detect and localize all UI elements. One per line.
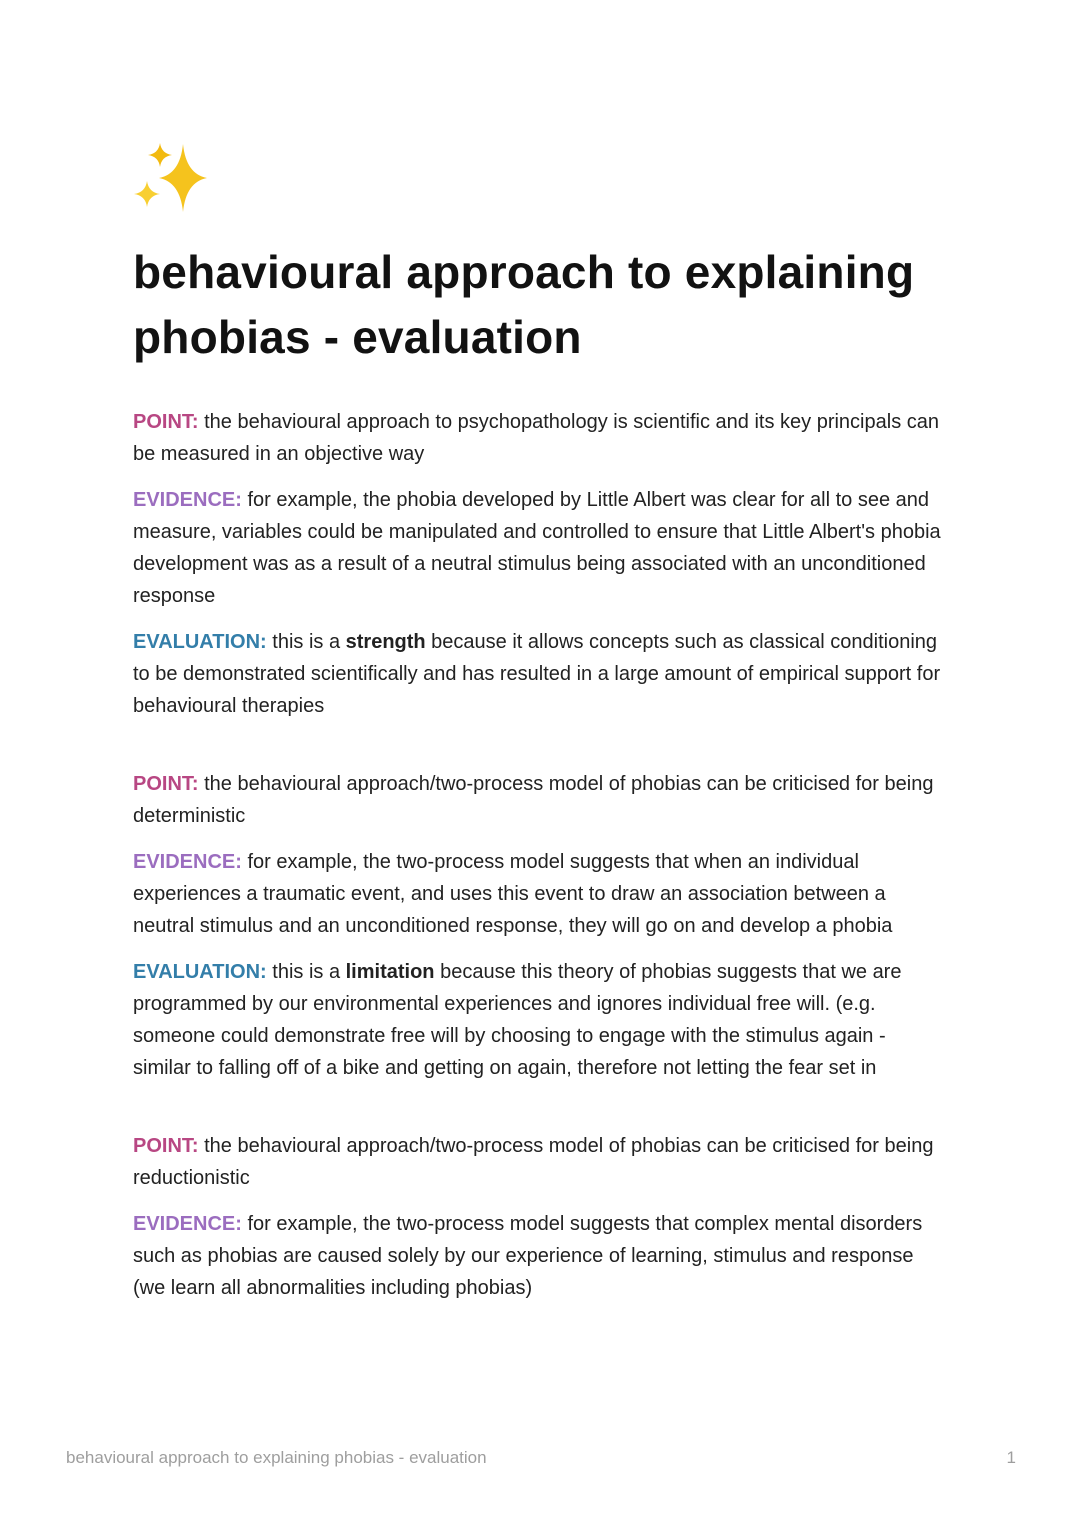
- point-label: POINT:: [133, 773, 199, 795]
- bold-keyword: limitation: [345, 961, 435, 983]
- page-emoji: [133, 140, 946, 218]
- paragraph-text: because this theory of phobias suggests that we are programmed by our environmental experiences and ignores individual free will. (e.g. someone could demonstrate free will by choosing to engage with the stimulus again - similar to falling off of a bike and getting on again, therefore not letting the fear set in: [133, 961, 902, 1079]
- evidence-paragraph: [133, 1208, 946, 1304]
- evaluation-paragraph: [133, 956, 946, 1084]
- sparkles-icon: [133, 140, 207, 214]
- paragraph-text: for example, the two-process model suggests that complex mental disorders such as phobias are caused solely by our experience of learning, stimulus and response (we learn all abnormalities including phobias): [133, 1213, 923, 1299]
- point-paragraph: [133, 406, 946, 470]
- page-footer: [66, 1448, 1016, 1468]
- section-scientific: [133, 406, 946, 722]
- paragraph-text: because it allows concepts such as classical conditioning to be demonstrated scientifically and has resulted in a large amount of empirical support for behavioural therapies: [133, 631, 941, 717]
- point-label: POINT:: [133, 411, 199, 433]
- paragraph-text: this is a: [266, 961, 346, 983]
- evaluation-paragraph: [133, 626, 946, 722]
- point-paragraph: [133, 1130, 946, 1194]
- paragraph-text: the behavioural approach/two-process model of phobias can be criticised for being deterministic: [133, 773, 934, 827]
- paragraph-text: for example, the phobia developed by Little Albert was clear for all to see and measure, variables could be manipulated and controlled to ensure that Little Albert's phobia development was as a result of a neutral stimulus being associated with an unconditioned response: [133, 489, 941, 607]
- section-reductionistic: [133, 1130, 946, 1304]
- point-label: POINT:: [133, 1135, 199, 1157]
- point-paragraph: [133, 768, 946, 832]
- evaluation-label: EVALUATION:: [133, 961, 267, 983]
- evidence-label: EVIDENCE:: [133, 489, 242, 511]
- evidence-paragraph: [133, 846, 946, 942]
- page-number: 1: [1006, 1448, 1016, 1467]
- paragraph-text: this is a: [266, 631, 346, 653]
- evidence-paragraph: [133, 484, 946, 612]
- document-content: [133, 140, 946, 1304]
- paragraph-text: for example, the two-process model suggests that when an individual experiences a traumatic event, and uses this event to draw an association between a neutral stimulus and an unconditioned response, they will go on and develop a phobia: [133, 851, 893, 937]
- footer-title: behavioural approach to explaining phobias - evaluation: [66, 1448, 487, 1467]
- evidence-label: EVIDENCE:: [133, 851, 242, 873]
- evaluation-label: EVALUATION:: [133, 631, 267, 653]
- bold-keyword: strength: [345, 631, 426, 653]
- paragraph-text: the behavioural approach/two-process model of phobias can be criticised for being reductionistic: [133, 1135, 934, 1189]
- section-deterministic: [133, 768, 946, 1084]
- evidence-label: EVIDENCE:: [133, 1213, 242, 1235]
- paragraph-text: the behavioural approach to psychopathology is scientific and its key principals can be measured in an objective way: [133, 411, 939, 465]
- page-title: behavioural approach to explaining phobias - evaluation: [133, 246, 915, 363]
